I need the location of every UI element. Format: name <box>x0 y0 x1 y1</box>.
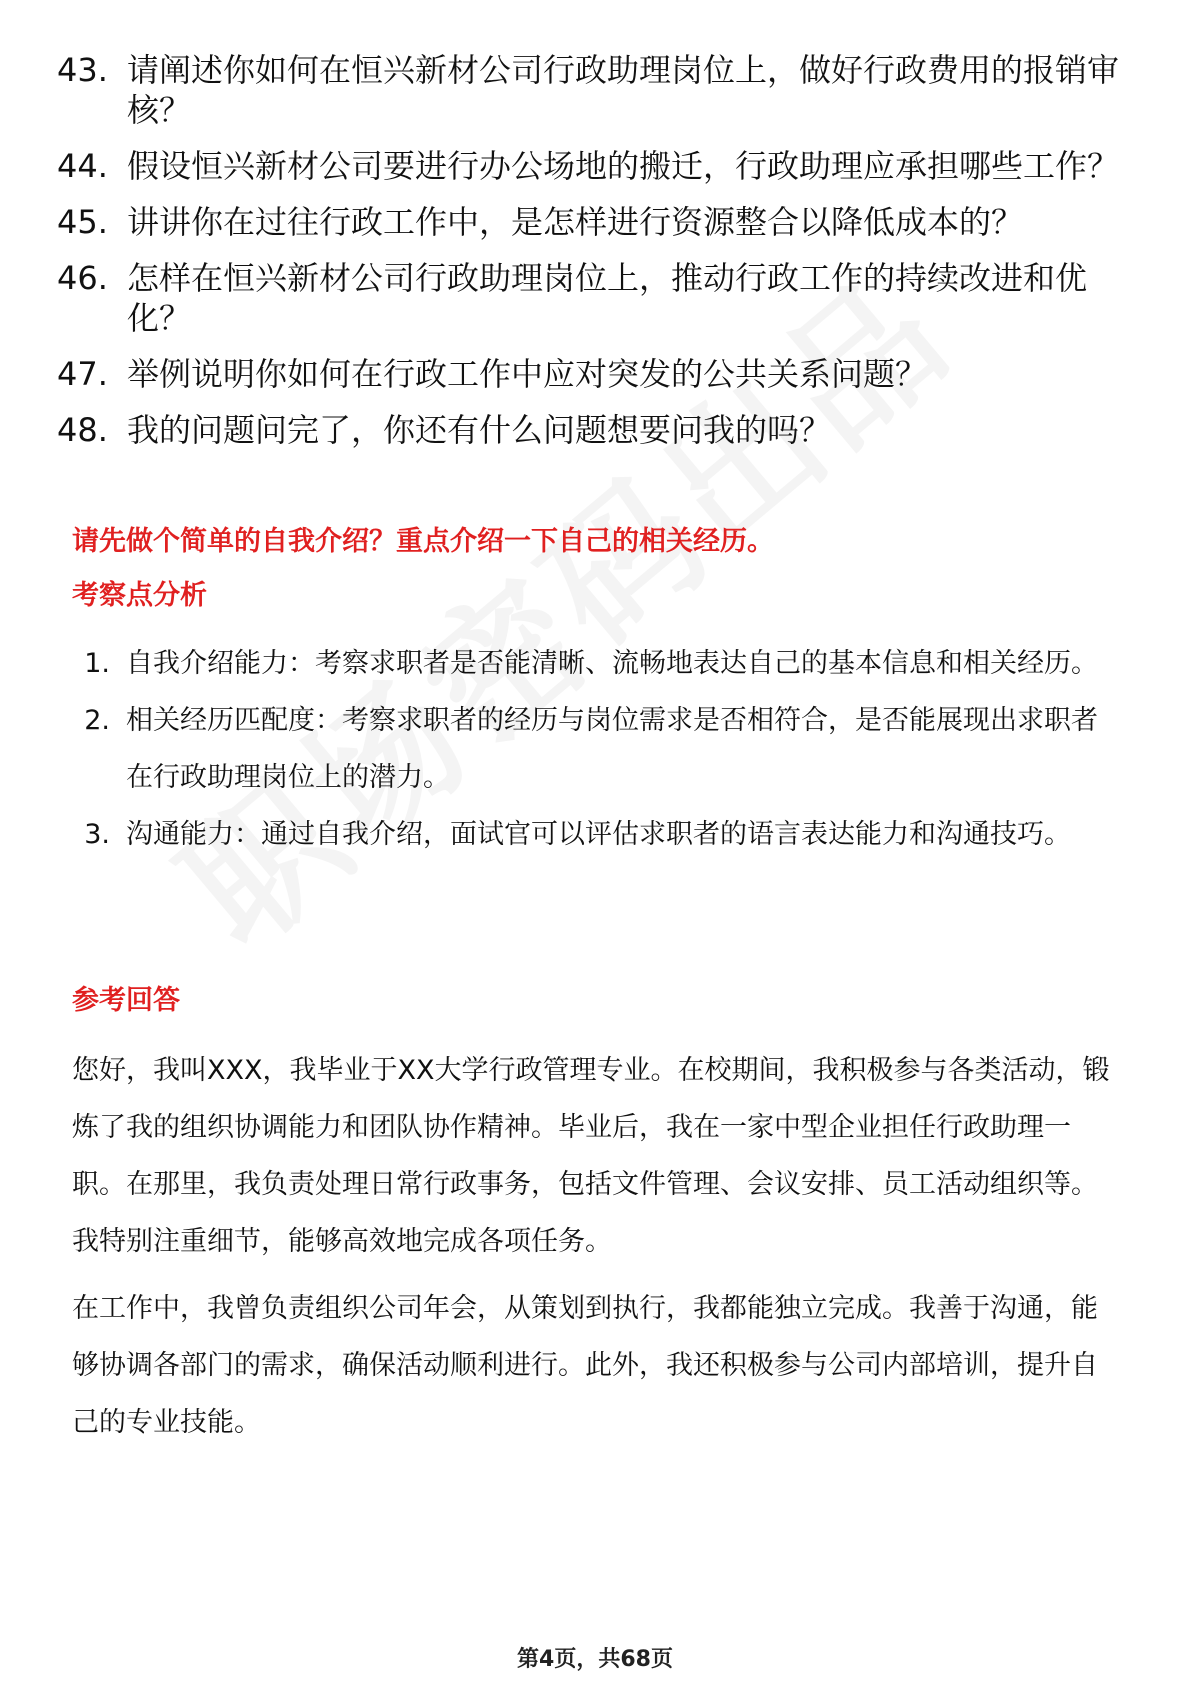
question-item <box>57 354 1137 394</box>
question-number: 44. <box>57 147 108 185</box>
answer-heading: 参考回答 <box>72 985 180 1016</box>
question-number: 46. <box>57 259 108 297</box>
answer-paragraph: 在工作中，我曾负责组织公司年会，从策划到执行，我都能独立完成。我善于沟通，能够协调各部门的需求，确保活动顺利进行。此外，我还积极参与公司内部培训，提升自己的专业技能。 <box>72 1293 1098 1438</box>
question-text: 我的问题问完了，你还有什么问题想要问我的吗？ <box>127 411 832 449</box>
analysis-text: 相关经历匹配度：考察求职者的经历与岗位需求是否相符合，是否能展现出求职者在行政助理岗位上的潜力。 <box>126 705 1098 793</box>
analysis-number: 1. <box>84 648 110 679</box>
question-item <box>57 50 1137 130</box>
analysis-heading: 考察点分析 <box>72 580 207 611</box>
question-number: 48. <box>57 411 108 449</box>
analysis-list <box>72 635 1122 863</box>
question-number: 43. <box>57 51 108 89</box>
analysis-number: 2. <box>84 705 110 736</box>
analysis-item <box>72 635 1122 692</box>
question-item <box>57 146 1137 186</box>
analysis-number: 3. <box>84 819 110 850</box>
question-text: 怎样在恒兴新材公司行政助理岗位上，推动行政工作的持续改进和优化？ <box>127 259 1088 337</box>
question-item <box>57 410 1137 450</box>
analysis-item <box>72 806 1122 863</box>
analysis-item <box>72 692 1122 806</box>
question-text: 举例说明你如何在行政工作中应对突发的公共关系问题？ <box>127 355 928 393</box>
question-text: 假设恒兴新材公司要进行办公场地的搬迁，行政助理应承担哪些工作？ <box>127 147 1120 185</box>
question-list <box>57 50 1137 466</box>
question-item <box>57 202 1137 242</box>
question-text: 讲讲你在过往行政工作中，是怎样进行资源整合以降低成本的？ <box>127 203 1024 241</box>
question-item <box>57 258 1137 338</box>
question-number: 45. <box>57 203 108 241</box>
analysis-text: 沟通能力：通过自我介绍，面试官可以评估求职者的语言表达能力和沟通技巧。 <box>126 819 1071 850</box>
answer-paragraph: 您好，我叫XXX，我毕业于XX大学行政管理专业。在校期间，我积极参与各类活动，锻炼了我的组织协调能力和团队协作精神。毕业后，我在一家中型企业担任行政助理一职。在那里，我负责处理日常行政事务，包括文件管理、会议安排、员工活动组织等。我特别注重细节，能够高效地完成各项任务。 <box>72 1055 1110 1257</box>
page-footer: 第4页，共68页 <box>517 1647 673 1672</box>
analysis-text: 自我介绍能力：考察求职者是否能清晰、流畅地表达自己的基本信息和相关经历。 <box>126 648 1098 679</box>
question-heading: 请先做个简单的自我介绍？重点介绍一下自己的相关经历。 <box>72 526 774 557</box>
question-text: 请阐述你如何在恒兴新材公司行政助理岗位上，做好行政费用的报销审核？ <box>127 51 1120 129</box>
question-number: 47. <box>57 355 108 393</box>
